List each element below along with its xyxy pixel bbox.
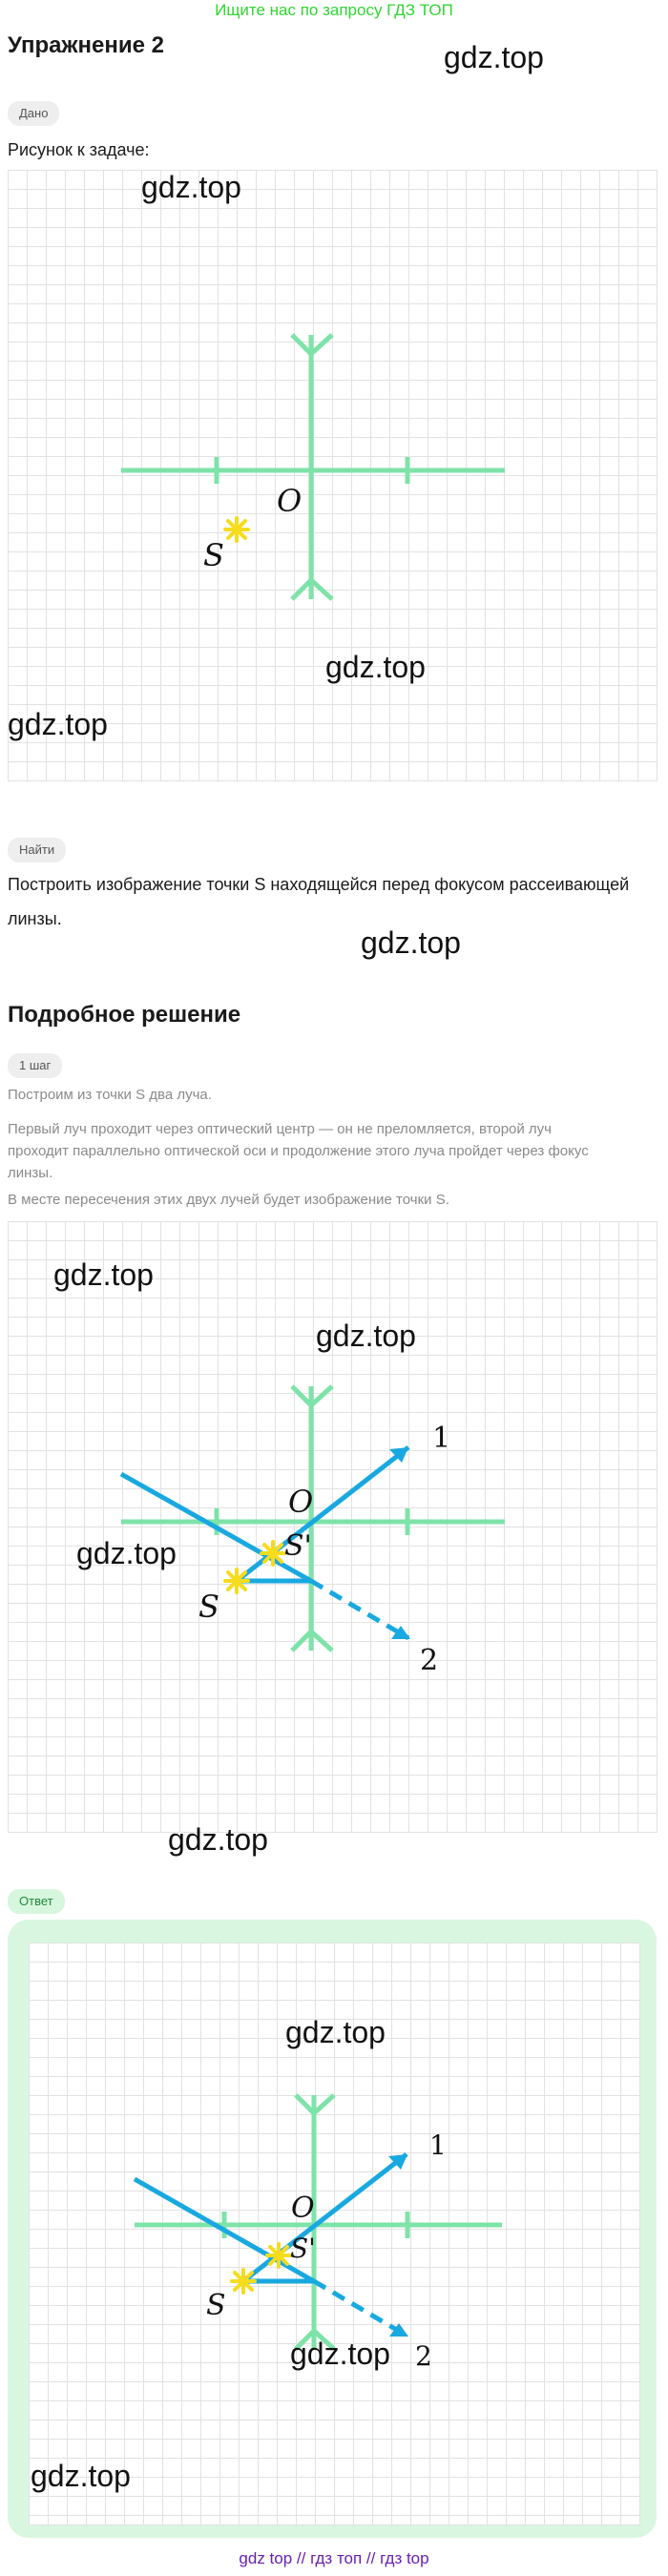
given-label: Рисунок к задаче:	[8, 140, 150, 159]
solution-p2-line1: Первый луч проходит через оптический центр — он не преломляется, второй луч	[8, 1121, 552, 1137]
label-s: S	[198, 1589, 219, 1625]
image-star-icon	[261, 1542, 284, 1565]
watermark: gdz.top	[444, 40, 544, 74]
given-diagram	[8, 170, 657, 780]
footer-links[interactable]: gdz top // гдз топ // гдз top	[239, 2549, 429, 2567]
label-s-prime: S'	[290, 2233, 316, 2264]
watermark: gdz.top	[290, 2337, 390, 2371]
watermark: gdz.top	[316, 1319, 416, 1353]
watermark: gdz.top	[141, 170, 241, 204]
solution-p1: Построим из точки S два луча.	[8, 1087, 212, 1103]
answer-chip: Ответ	[8, 1889, 65, 1914]
watermark: gdz.top	[285, 2015, 386, 2049]
label-o: O	[288, 1484, 314, 1520]
solution-diagram	[8, 1221, 657, 1832]
find-text-line2: линзы.	[8, 909, 62, 928]
page-title: Упражнение 2	[8, 32, 164, 58]
label-s: S	[203, 537, 224, 573]
solution-p2-line2: проходит параллельно оптической оси и продолжение этого луча пройдет через фокус	[8, 1143, 589, 1159]
label-o: O	[291, 2192, 315, 2225]
watermark: gdz.top	[361, 925, 461, 960]
label-s-prime: S'	[284, 1529, 312, 1563]
solution-title: Подробное решение	[8, 1002, 241, 1028]
step-chip: 1 шаг	[8, 1053, 62, 1078]
figure-solution	[8, 1221, 658, 1857]
label-ray-1: 1	[429, 2129, 447, 2161]
solution-p2-line3: линзы.	[8, 1165, 53, 1181]
source-star-icon	[225, 1569, 248, 1592]
label-ray-2: 2	[415, 2340, 432, 2372]
solution-p3: В месте пересечения этих двух лучей будет изображение точки S.	[8, 1192, 449, 1208]
watermark: gdz.top	[31, 2459, 131, 2493]
label-ray-1: 1	[432, 1422, 451, 1455]
ray-1	[237, 1447, 408, 1581]
given-chip: Дано	[8, 101, 59, 126]
figure-given	[8, 170, 658, 781]
answer-frame	[8, 1920, 657, 2538]
ray-2-refracted	[314, 2281, 407, 2336]
label-ray-2: 2	[420, 1644, 439, 1677]
watermark: gdz.top	[325, 650, 426, 684]
ray-1	[243, 2154, 407, 2281]
ray-2-refracted	[311, 1581, 408, 1638]
watermark: gdz.top	[168, 1822, 268, 1857]
label-o: O	[277, 483, 303, 519]
watermark: gdz.top	[76, 1536, 177, 1570]
find-text-line1: Построить изображение точки S находящейся перед фокусом рассеивающей	[8, 875, 630, 894]
watermark: gdz.top	[53, 1257, 154, 1292]
watermark: gdz.top	[8, 707, 108, 741]
find-chip: Найти	[8, 838, 66, 862]
source-star-icon	[232, 2270, 255, 2293]
top-banner[interactable]: Ищите нас по запросу ГДЗ ТОП	[215, 1, 453, 19]
label-s: S	[206, 2289, 226, 2322]
figure-answer	[29, 1942, 640, 2525]
source-star-icon	[225, 518, 248, 541]
image-star-icon	[267, 2244, 290, 2267]
